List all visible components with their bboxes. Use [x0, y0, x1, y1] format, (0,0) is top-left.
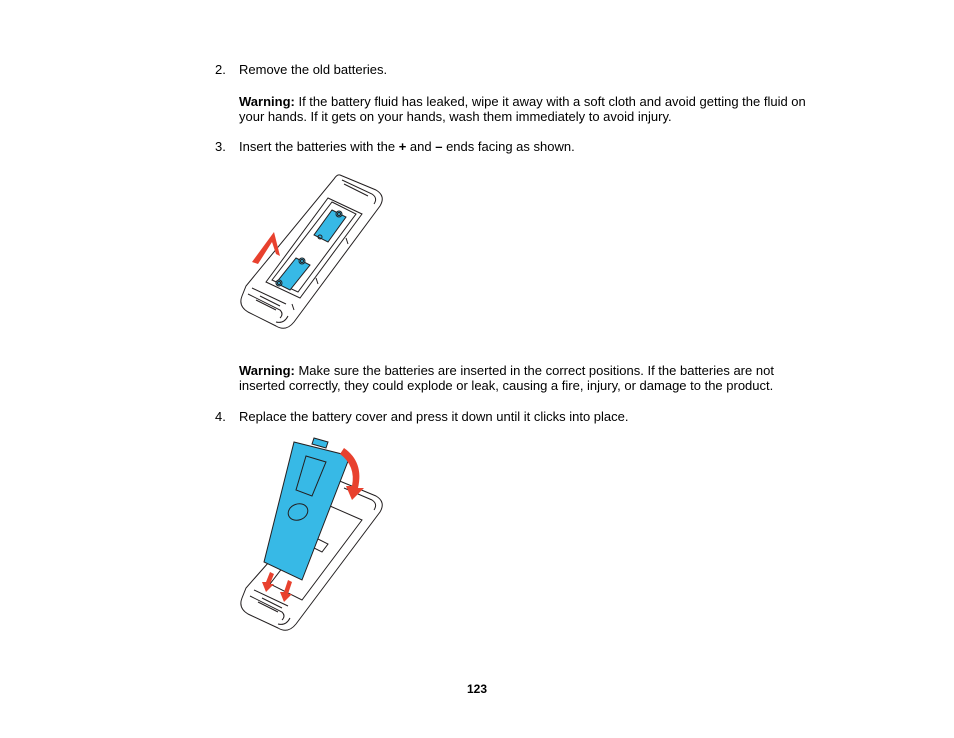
step-text: Remove the old batteries. [239, 62, 388, 77]
minus-symbol: – [435, 139, 443, 154]
remote-cover-illustration [236, 434, 386, 638]
remote-batteries-illustration [236, 170, 386, 335]
step-number: 3. [215, 139, 226, 154]
step-number: 2. [215, 62, 226, 77]
warning-text-line2: your hands. If it gets on your hands, wash them immediately to avoid injury. [239, 109, 672, 124]
page-number: 123 [466, 682, 488, 696]
step-text-mid: and [406, 139, 436, 154]
warning-label: Warning: [239, 363, 295, 378]
warning-text-line1: If the battery fluid has leaked, wipe it away with a soft cloth and avoid getting the fluid on [294, 94, 806, 109]
warning-text-line2: inserted correctly, they could explode or leak, causing a fire, injury, or damage to the product. [239, 378, 774, 393]
warning-polarity [239, 363, 839, 393]
warning-fluid [239, 94, 839, 124]
warning-label: Warning: [239, 94, 295, 109]
step-number: 4. [215, 409, 226, 424]
plus-symbol: + [398, 139, 407, 154]
step-text: Replace the battery cover and press it down until it clicks into place. [239, 409, 629, 424]
step-text-post: ends facing as shown. [442, 139, 575, 154]
step-text-pre: Insert the batteries with the [239, 139, 399, 154]
warning-text-line1: Make sure the batteries are inserted in the correct positions. If the batteries are not [294, 363, 774, 378]
step-text [239, 139, 575, 154]
